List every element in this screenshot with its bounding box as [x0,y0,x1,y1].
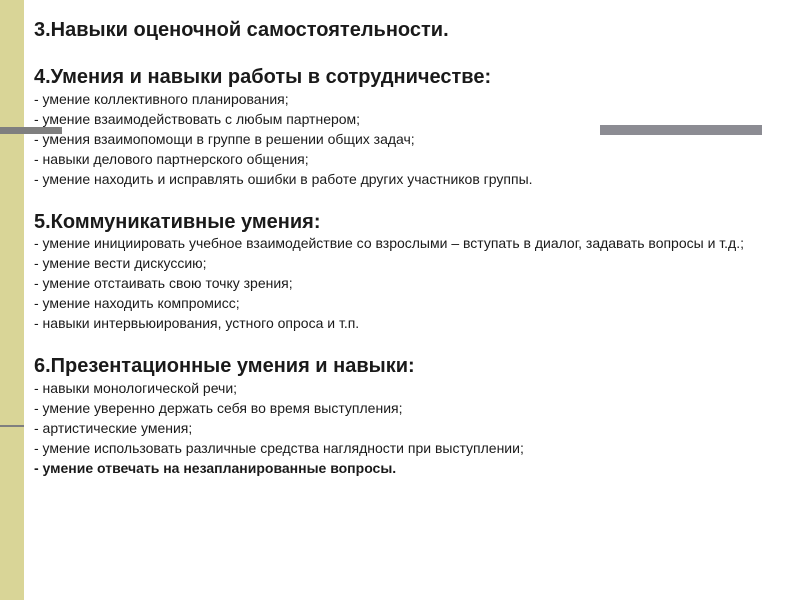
list-item: - умение использовать различные средства наглядности при выступлении; [34,440,524,456]
list-item: - умения взаимопомощи в группе в решении общих задач; [34,131,415,147]
left-accent-bar [0,0,24,600]
section-heading-4: 4.Умения и навыки работы в сотрудничестве: [34,66,492,88]
section-heading-6: 6.Презентационные умения и навыки: [34,355,415,377]
section-heading-5: 5.Коммуникативные умения: [34,211,321,233]
list-item: - умение отстаивать свою точку зрения; [34,275,293,291]
section-heading-3: 3.Навыки оценочной самостоятельности. [34,19,449,41]
list-item: - навыки делового партнерского общения; [34,151,309,167]
list-item: - навыки интервьюирования, устного опроса и т.п. [34,315,360,331]
slide-content [34,18,774,478]
list-item: - навыки монологической речи; [34,380,238,396]
list-item: - умение уверенно держать себя во время выступления; [34,400,403,416]
list-item: - умение инициировать учебное взаимодействие со взрослыми – вступать в диалог, задавать вопросы и т.д.; [34,235,744,251]
list-item: - умение взаимодействовать с любым партнером; [34,111,361,127]
list-item: - умение находить и исправлять ошибки в работе других участников группы. [34,171,533,187]
list-item: - умение коллективного планирования; [34,91,289,107]
list-item: - умение находить компромисс; [34,295,240,311]
list-item: - умение отвечать на незапланированные вопросы. [34,460,397,476]
list-item: - артистические умения; [34,420,193,436]
thin-divider-rule [0,425,24,427]
list-item: - умение вести дискуссию; [34,255,207,271]
